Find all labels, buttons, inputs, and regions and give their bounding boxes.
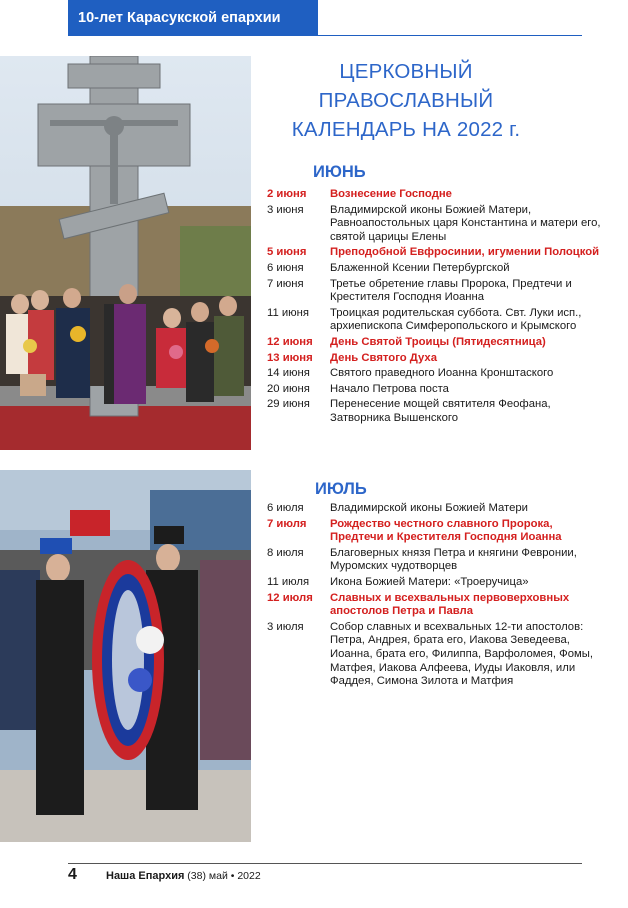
event-text: Преподобной Евфросинии, игумении Полоцкой xyxy=(330,246,600,259)
month-heading-june: ИЮНЬ xyxy=(313,163,366,181)
footer-bullet: • xyxy=(230,870,235,882)
event-text: Третье обретение главы Пророка, Предтечи и Крестителя Господня Иоанна xyxy=(330,277,572,304)
page-number: 4 xyxy=(68,866,77,883)
event-date: 5 июня xyxy=(267,246,307,259)
list-item xyxy=(262,367,602,381)
issue-year: 2022 xyxy=(237,870,261,882)
list-item xyxy=(262,352,602,366)
event-text: День Святой Троицы (Пятидесятница) xyxy=(330,335,546,348)
list-item xyxy=(262,336,602,350)
event-date: 6 июня xyxy=(267,261,304,274)
list-item xyxy=(262,383,602,397)
event-date: 3 июля xyxy=(267,620,304,633)
event-date: 2 июня xyxy=(267,188,307,200)
list-item xyxy=(262,246,602,260)
list-item xyxy=(262,547,602,574)
issue-number: (38) май xyxy=(187,870,228,882)
list-item xyxy=(262,592,602,619)
list-item xyxy=(262,307,602,334)
event-text: Святого праведного Иоанна Кронштаского xyxy=(330,367,554,380)
event-date: 13 июня xyxy=(267,351,313,364)
event-text: Рождество честного славного Пророка, Предтечи и Крестителя Господня Иоанна xyxy=(330,517,562,544)
list-item xyxy=(262,188,602,202)
list-item xyxy=(262,518,602,545)
event-date: 7 июля xyxy=(267,517,307,530)
event-date: 14 июня xyxy=(267,367,310,380)
event-date: 11 июня xyxy=(267,306,310,319)
event-text: Перенесение мощей святителя Феофана, Затворника Вышенского xyxy=(330,398,551,424)
event-date: 11 июля xyxy=(267,575,310,588)
photo-clergy-wreath xyxy=(0,470,251,842)
event-date: 3 июня xyxy=(267,203,304,216)
event-date: 12 июня xyxy=(267,335,313,348)
event-date: 6 июля xyxy=(267,502,304,514)
month-heading-july: ИЮЛЬ xyxy=(315,480,367,498)
june-events-list xyxy=(262,188,602,428)
section-header: 10-лет Карасукской епархии xyxy=(68,0,318,36)
event-text: Троицкая родительская суббота. Свт. Луки исп., архиепископа Симферопольского и Крымского xyxy=(330,306,582,333)
calendar-title-line-1: ЦЕРКОВНЫЙ ПРАВОСЛАВНЫЙ xyxy=(318,60,494,112)
event-text: Блаженной Ксении Петербургской xyxy=(330,261,510,274)
calendar-title xyxy=(256,57,556,144)
july-events-list xyxy=(262,502,602,691)
event-date: 12 июля xyxy=(267,591,313,604)
event-date: 7 июня xyxy=(267,277,304,290)
event-text: Владимирской иконы Божией Матери xyxy=(330,502,528,514)
list-item xyxy=(262,262,602,276)
calendar-title-line-2: КАЛЕНДАРЬ НА 2022 г. xyxy=(291,118,521,141)
list-item xyxy=(262,576,602,590)
event-text: Славных и всехвальных первоверховных апостолов Петра и Павла xyxy=(330,591,570,618)
event-date: 29 июня xyxy=(267,398,310,411)
magazine-name: Наша Епархия xyxy=(106,870,185,882)
footer-publication xyxy=(106,870,261,882)
list-item xyxy=(262,621,602,689)
list-item xyxy=(262,398,602,425)
event-text: Начало Петрова поста xyxy=(330,382,449,395)
event-text: Собор славных и всехвальных 12-ти апостолов: Петра, Андрея, брата его, Иакова Зеведеева, Иоанна, брата его, Филиппа, Варфоломея, Фомы, Матфея, Иакова Алфеева, Иуды Иаковля, или Фаддея, Симона Зилота и Матфия xyxy=(330,620,594,688)
event-text: Владимирской иконы Божией Матери, Равноапостольных царя Константина и матери его, святой царицы Елены xyxy=(330,203,601,243)
event-date: 8 июля xyxy=(267,546,304,559)
list-item xyxy=(262,502,602,516)
photo-cross-group xyxy=(0,56,251,450)
event-text: День Святого Духа xyxy=(330,351,437,364)
footer-rule xyxy=(68,863,582,864)
event-text: Икона Божией Матери: «Троеручица» xyxy=(330,575,529,588)
header-rule xyxy=(318,35,582,36)
list-item xyxy=(262,204,602,245)
list-item xyxy=(262,278,602,305)
event-text: Вознесение Господне xyxy=(330,188,452,200)
event-date: 20 июня xyxy=(267,382,310,395)
event-text: Благоверных князя Петра и княгини Февронии, Муромских чудотворцев xyxy=(330,546,577,573)
